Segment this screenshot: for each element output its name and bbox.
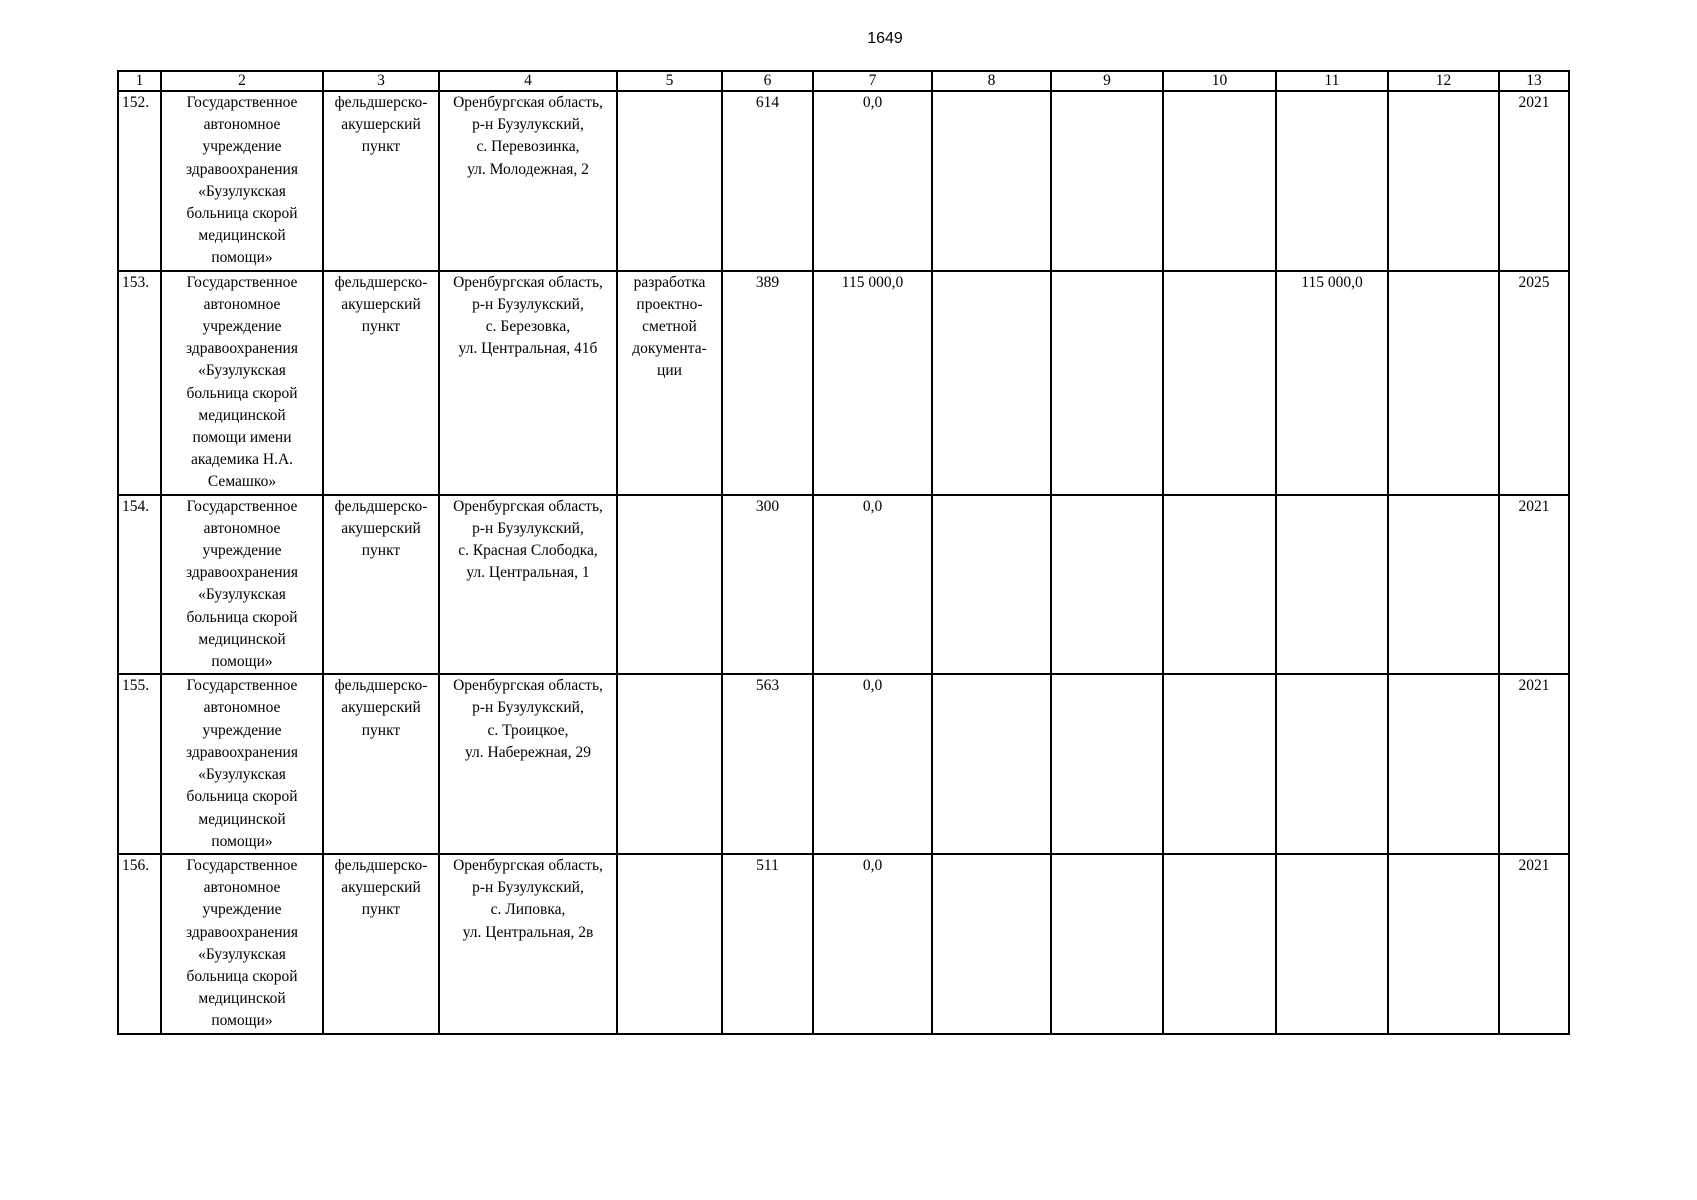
table-row	[118, 495, 1569, 675]
year-cell: 2021	[1499, 91, 1569, 271]
col6-cell: 389	[722, 271, 813, 495]
col8-cell	[932, 271, 1051, 495]
row-number: 156.	[118, 854, 161, 1034]
col9-cell	[1051, 495, 1163, 675]
col11-cell	[1276, 674, 1388, 854]
col9-cell	[1051, 91, 1163, 271]
facility-type-cell: фельдшерско- акушерский пункт	[323, 271, 439, 495]
col9-cell	[1051, 271, 1163, 495]
work-type-cell	[617, 674, 722, 854]
work-type-cell	[617, 854, 722, 1034]
col8-cell	[932, 674, 1051, 854]
col6-cell: 300	[722, 495, 813, 675]
row-number: 153.	[118, 271, 161, 495]
row-number: 154.	[118, 495, 161, 675]
row-number: 155.	[118, 674, 161, 854]
col7-cell: 0,0	[813, 674, 932, 854]
year-cell: 2025	[1499, 271, 1569, 495]
table-row	[118, 674, 1569, 854]
organization-cell: Государственное автономное учреждение здравоохранения «Бузулукская больница скорой медицинской помощи»	[161, 854, 323, 1034]
column-header: 4	[439, 71, 617, 91]
column-header: 1	[118, 71, 161, 91]
col7-cell: 0,0	[813, 854, 932, 1034]
col12-cell	[1388, 495, 1499, 675]
column-header: 5	[617, 71, 722, 91]
year-cell: 2021	[1499, 495, 1569, 675]
col11-cell	[1276, 495, 1388, 675]
col9-cell	[1051, 674, 1163, 854]
col12-cell	[1388, 854, 1499, 1034]
col6-cell: 563	[722, 674, 813, 854]
table-row	[118, 91, 1569, 271]
organization-cell: Государственное автономное учреждение здравоохранения «Бузулукская больница скорой медицинской помощи»	[161, 495, 323, 675]
col12-cell	[1388, 674, 1499, 854]
organization-cell: Государственное автономное учреждение здравоохранения «Бузулукская больница скорой медицинской помощи имени академика Н.А. Семашко»	[161, 271, 323, 495]
registry-table	[117, 70, 1570, 1035]
col11-cell	[1276, 91, 1388, 271]
organization-cell: Государственное автономное учреждение здравоохранения «Бузулукская больница скорой медицинской помощи»	[161, 674, 323, 854]
col10-cell	[1163, 91, 1276, 271]
year-cell: 2021	[1499, 854, 1569, 1034]
column-header: 13	[1499, 71, 1569, 91]
col12-cell	[1388, 91, 1499, 271]
col11-cell	[1276, 854, 1388, 1034]
col9-cell	[1051, 854, 1163, 1034]
col8-cell	[932, 854, 1051, 1034]
column-number-row	[118, 71, 1569, 91]
col10-cell	[1163, 271, 1276, 495]
col7-cell: 0,0	[813, 91, 932, 271]
column-header: 11	[1276, 71, 1388, 91]
col10-cell	[1163, 674, 1276, 854]
column-header: 10	[1163, 71, 1276, 91]
table-row	[118, 854, 1569, 1034]
col7-cell: 115 000,0	[813, 271, 932, 495]
column-header: 6	[722, 71, 813, 91]
row-number: 152.	[118, 91, 161, 271]
facility-type-cell: фельдшерско- акушерский пункт	[323, 854, 439, 1034]
facility-type-cell: фельдшерско- акушерский пункт	[323, 674, 439, 854]
table-row	[118, 271, 1569, 495]
address-cell: Оренбургская область, р-н Бузулукский, с. Перевозинка, ул. Молодежная, 2	[439, 91, 617, 271]
column-header: 7	[813, 71, 932, 91]
column-header: 12	[1388, 71, 1499, 91]
address-cell: Оренбургская область, р-н Бузулукский, с. Красная Слободка, ул. Центральная, 1	[439, 495, 617, 675]
work-type-cell: разработка проектно- сметной документа- ции	[617, 271, 722, 495]
column-header: 8	[932, 71, 1051, 91]
address-cell: Оренбургская область, р-н Бузулукский, с. Березовка, ул. Центральная, 41б	[439, 271, 617, 495]
year-cell: 2021	[1499, 674, 1569, 854]
address-cell: Оренбургская область, р-н Бузулукский, с. Троицкое, ул. Набережная, 29	[439, 674, 617, 854]
work-type-cell	[617, 91, 722, 271]
column-header: 3	[323, 71, 439, 91]
col8-cell	[932, 495, 1051, 675]
facility-type-cell: фельдшерско- акушерский пункт	[323, 495, 439, 675]
facility-type-cell: фельдшерско- акушерский пункт	[323, 91, 439, 271]
work-type-cell	[617, 495, 722, 675]
col6-cell: 614	[722, 91, 813, 271]
col12-cell	[1388, 271, 1499, 495]
col7-cell: 0,0	[813, 495, 932, 675]
address-cell: Оренбургская область, р-н Бузулукский, с. Липовка, ул. Центральная, 2в	[439, 854, 617, 1034]
organization-cell: Государственное автономное учреждение здравоохранения «Бузулукская больница скорой медицинской помощи»	[161, 91, 323, 271]
col10-cell	[1163, 495, 1276, 675]
column-header: 9	[1051, 71, 1163, 91]
col11-cell: 115 000,0	[1276, 271, 1388, 495]
page-number: 1649	[867, 30, 903, 47]
col6-cell: 511	[722, 854, 813, 1034]
column-header: 2	[161, 71, 323, 91]
col10-cell	[1163, 854, 1276, 1034]
col8-cell	[932, 91, 1051, 271]
